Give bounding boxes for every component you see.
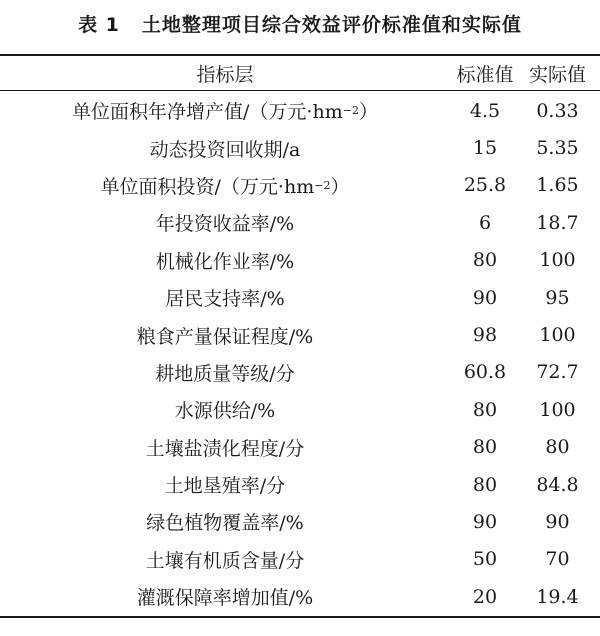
indicator-cell: 动态投资回收期/a	[149, 138, 301, 161]
actual-cell: 18.7	[536, 211, 579, 234]
indicator-cell: 土壤有机质含量/分	[145, 549, 305, 572]
indicator-cell: 灌溉保障率增加值/%	[136, 587, 314, 610]
table-body	[0, 92, 600, 615]
table-row	[0, 429, 600, 466]
indicator-cell: 居民支持率/%	[165, 288, 285, 311]
actual-cell: 0.33	[536, 99, 579, 122]
standard-cell: 80	[472, 436, 498, 459]
indicator-cell: 水源供给/%	[174, 400, 276, 423]
actual-cell: 70	[545, 548, 570, 571]
indicator-cell: 绿色植物覆盖率/%	[146, 512, 304, 535]
indicator-cell: 年投资收益率/%	[155, 213, 295, 236]
actual-cell: 90	[545, 510, 570, 533]
table-row	[0, 578, 600, 615]
table-row	[0, 242, 600, 279]
actual-cell: 84.8	[536, 473, 579, 496]
standard-cell: 60.8	[463, 361, 507, 384]
table-title: 土地整理项目综合效益评价标准值和实际值	[141, 14, 522, 36]
table-row	[0, 466, 600, 503]
actual-cell: 5.35	[536, 137, 579, 160]
table-row	[0, 316, 600, 353]
table-row	[0, 167, 600, 204]
standard-cell: 25.8	[463, 174, 507, 197]
indicator-cell: 耕地质量等级/分	[155, 362, 295, 385]
table-number: 表 1	[78, 14, 120, 36]
table-row	[0, 92, 600, 129]
standard-cell: 15	[472, 137, 498, 160]
indicator-cell: 土壤盐渍化程度/分	[145, 437, 305, 460]
table-row	[0, 391, 600, 428]
standard-cell: 90	[472, 510, 498, 533]
actual-cell: 100	[539, 398, 576, 421]
header-standard: 标准值	[456, 63, 514, 86]
indicator-cell: 粮食产量保证程度/%	[136, 325, 314, 348]
actual-cell: 19.4	[536, 585, 579, 608]
actual-cell: 100	[539, 249, 576, 272]
bottom-rule	[0, 616, 600, 618]
table-caption	[0, 10, 600, 37]
indicator-cell: 单位面积年净增产值/（万元·hm −2 ）	[72, 101, 378, 124]
standard-cell: 20	[472, 585, 498, 608]
indicator-cell: 单位面积投资/（万元·hm −2 ）	[100, 175, 350, 198]
standard-cell: 6	[478, 211, 492, 234]
table-row	[0, 279, 600, 316]
table-row	[0, 503, 600, 540]
actual-cell: 80	[545, 436, 570, 459]
actual-cell: 1.65	[536, 174, 579, 197]
header-indicator: 指标层	[196, 63, 254, 86]
table-row	[0, 129, 600, 166]
standard-cell: 90	[472, 286, 498, 309]
standard-cell: 50	[472, 548, 498, 571]
standard-cell: 4.5	[469, 99, 501, 122]
standard-cell: 98	[472, 324, 498, 347]
standard-cell: 80	[472, 473, 498, 496]
indicator-cell: 土地垦殖率/分	[164, 475, 286, 498]
table-row	[0, 204, 600, 241]
table-header	[0, 56, 600, 90]
indicator-cell: 机械化作业率/%	[155, 250, 295, 273]
table-row	[0, 541, 600, 578]
actual-cell: 100	[539, 324, 576, 347]
standard-cell: 80	[472, 398, 498, 421]
actual-cell: 95	[545, 286, 570, 309]
header-actual: 实际值	[528, 63, 586, 86]
header-rule	[0, 90, 600, 91]
standard-cell: 80	[472, 249, 498, 272]
table-row	[0, 354, 600, 391]
actual-cell: 72.7	[536, 361, 579, 384]
